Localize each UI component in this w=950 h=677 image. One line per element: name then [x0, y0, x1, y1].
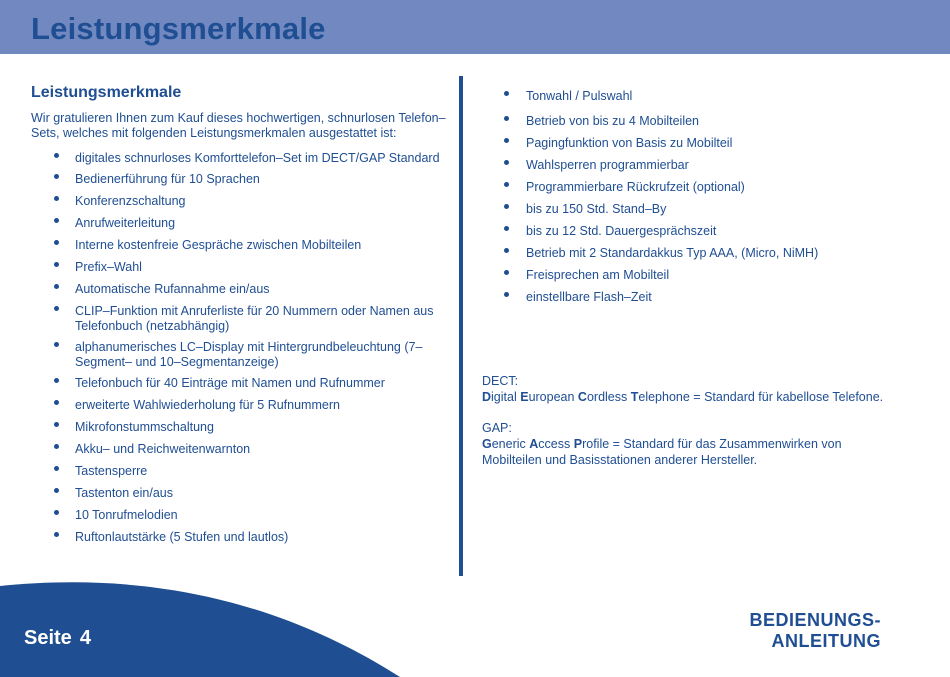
- bullet-icon: [504, 248, 509, 253]
- feature-text: Programmierbare Rückrufzeit (optional): [526, 180, 745, 194]
- feature-item: [31, 238, 451, 253]
- feature-item: [482, 180, 912, 195]
- feature-text: Tonwahl / Pulswahl: [526, 89, 633, 103]
- feature-text: Betrieb mit 2 Standardakkus Typ AAA, (Micro, NiMH): [526, 246, 819, 260]
- feature-text: Telefonbuch für 40 Einträge mit Namen und Rufnummer: [75, 376, 385, 390]
- bullet-icon: [54, 306, 59, 311]
- brand-line-2: ANLEITUNG: [771, 631, 881, 651]
- feature-item: [31, 194, 451, 209]
- bullet-icon: [504, 292, 509, 297]
- feature-list-left: [31, 151, 451, 552]
- feature-item: [482, 114, 912, 129]
- dect-term: DECT:: [482, 374, 519, 388]
- column-divider: [459, 76, 463, 576]
- bullet-icon: [54, 196, 59, 201]
- bullet-icon: [504, 226, 509, 231]
- bullet-icon: [54, 240, 59, 245]
- feature-text: bis zu 150 Std. Stand–By: [526, 202, 667, 216]
- feature-item: [31, 304, 451, 334]
- feature-text: Freisprechen am Mobilteil: [526, 268, 670, 282]
- feature-item: [31, 172, 451, 187]
- feature-item: [482, 246, 912, 261]
- feature-item: [31, 486, 451, 501]
- feature-list-right: [482, 89, 912, 312]
- page-number-label: [24, 627, 91, 650]
- bullet-icon: [54, 342, 59, 347]
- bullet-icon: [504, 270, 509, 275]
- bullet-icon: [54, 466, 59, 471]
- intro-section: [31, 84, 451, 140]
- feature-item: [482, 268, 912, 283]
- feature-text: Tastenton ein/aus: [75, 486, 173, 500]
- feature-text: erweiterte Wahlwiederholung für 5 Rufnummern: [75, 398, 340, 412]
- bullet-icon: [504, 160, 509, 165]
- feature-text: bis zu 12 Std. Dauergesprächszeit: [526, 224, 717, 238]
- feature-text: Automatische Rufannahme ein/aus: [75, 282, 270, 296]
- feature-item: [31, 282, 451, 297]
- bullet-icon: [54, 422, 59, 427]
- feature-item: [31, 216, 451, 231]
- section-title: Leistungsmerkmale: [31, 84, 182, 101]
- feature-text: Bedienerführung für 10 Sprachen: [75, 172, 260, 186]
- gap-term: GAP:: [482, 421, 512, 435]
- feature-text: Wahlsperren programmierbar: [526, 158, 689, 172]
- feature-item: [482, 290, 912, 305]
- bullet-icon: [54, 284, 59, 289]
- feature-text: Tastensperre: [75, 464, 148, 478]
- feature-text: 10 Tonrufmelodien: [75, 508, 178, 522]
- feature-text: Mikrofonstummschaltung: [75, 420, 214, 434]
- bullet-icon: [54, 488, 59, 493]
- gap-definition: [482, 420, 852, 468]
- dect-definition: [482, 373, 922, 405]
- feature-text: Interne kostenfreie Gespräche zwischen Mobilteilen: [75, 238, 362, 252]
- bullet-icon: [504, 182, 509, 187]
- feature-text: Prefix–Wahl: [75, 260, 142, 274]
- bullet-icon: [504, 91, 509, 96]
- bullet-icon: [504, 138, 509, 143]
- feature-item: [31, 530, 451, 545]
- intro-text: Wir gratulieren Ihnen zum Kauf dieses hochwertigen, schnurlosen Telefon–Sets, welches mit folgenden Leistungsmerkmalen ausgestattet ist:: [31, 111, 446, 140]
- header-bar: [0, 0, 950, 54]
- gap-expansion: Generic Access Profile = Standard für das Zusammenwirken von Mobilteilen und Basisstationen anderer Hersteller.: [482, 437, 842, 467]
- feature-text: Betrieb von bis zu 4 Mobilteilen: [526, 114, 700, 128]
- feature-text: einstellbare Flash–Zeit: [526, 290, 652, 304]
- bullet-icon: [54, 400, 59, 405]
- feature-text: CLIP–Funktion mit Anruferliste für 20 Nummern oder Namen aus Telefonbuch (netzabhängig): [75, 304, 434, 333]
- feature-item: [31, 442, 451, 457]
- bullet-icon: [54, 510, 59, 515]
- dect-expansion: Digital European Cordless Telephone = Standard für kabellose Telefone.: [482, 390, 884, 404]
- bullet-icon: [54, 153, 59, 158]
- page-title: Leistungsmerkmale: [31, 11, 326, 46]
- feature-item: [31, 420, 451, 435]
- feature-item: [31, 508, 451, 523]
- feature-item: [482, 136, 912, 151]
- page-word: Seite: [24, 627, 72, 649]
- brand-line-1: BEDIENUNGS-: [749, 610, 881, 630]
- bullet-icon: [54, 532, 59, 537]
- feature-item: [31, 376, 451, 391]
- feature-item: [482, 89, 912, 104]
- manual-brand: [749, 610, 881, 652]
- bullet-icon: [54, 444, 59, 449]
- feature-text: alphanumerisches LC–Display mit Hintergrundbeleuchtung (7–Segment– und 10–Segmentanzeige): [75, 340, 423, 369]
- feature-item: [31, 398, 451, 413]
- feature-text: Konferenzschaltung: [75, 194, 186, 208]
- page-number: 4: [79, 627, 91, 649]
- bullet-icon: [54, 174, 59, 179]
- bullet-icon: [504, 116, 509, 121]
- feature-item: [31, 464, 451, 479]
- feature-item: [31, 340, 451, 370]
- feature-item: [31, 260, 451, 275]
- feature-text: Ruftonlautstärke (5 Stufen und lautlos): [75, 530, 289, 544]
- bullet-icon: [504, 204, 509, 209]
- feature-item: [482, 224, 912, 239]
- feature-text: digitales schnurloses Komforttelefon–Set im DECT/GAP Standard: [75, 151, 440, 165]
- feature-text: Akku– und Reichweitenwarnton: [75, 442, 251, 456]
- bullet-icon: [54, 378, 59, 383]
- feature-text: Anrufweiterleitung: [75, 216, 176, 230]
- bullet-icon: [54, 218, 59, 223]
- bullet-icon: [54, 262, 59, 267]
- feature-item: [482, 202, 912, 217]
- feature-item: [482, 158, 912, 173]
- feature-text: Pagingfunktion von Basis zu Mobilteil: [526, 136, 733, 150]
- feature-item: [31, 151, 451, 166]
